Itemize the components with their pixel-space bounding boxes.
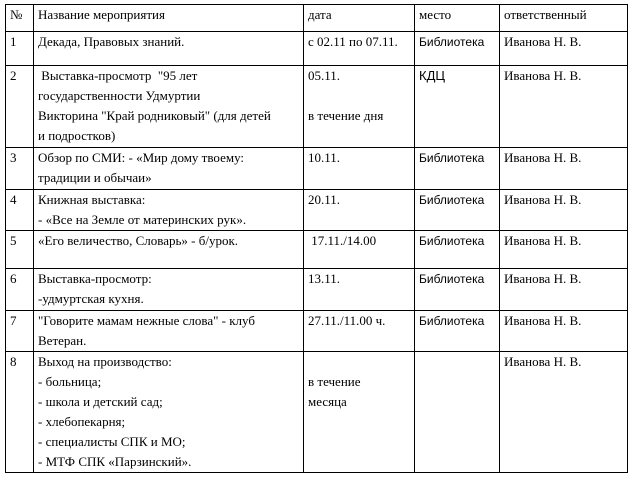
table-row bbox=[6, 66, 628, 148]
table-row bbox=[6, 269, 628, 311]
event-name-line: "Говорите мамам нежные слова" - клуб bbox=[38, 313, 255, 328]
event-name-line: Ветеран. bbox=[38, 333, 87, 348]
row-num: 8 bbox=[6, 352, 34, 473]
event-date bbox=[304, 32, 415, 66]
event-name bbox=[34, 231, 304, 269]
event-name bbox=[34, 32, 304, 66]
row-num: 4 bbox=[6, 190, 34, 231]
event-name bbox=[34, 190, 304, 231]
event-name-line: Выставка-просмотр "95 лет bbox=[38, 68, 198, 83]
event-place bbox=[415, 352, 500, 473]
event-name-line: - хлебопекарня; bbox=[38, 414, 126, 429]
event-date-line: 05.11. bbox=[308, 68, 341, 83]
event-place: Библиотека bbox=[415, 269, 500, 311]
header-name: Название мероприятия bbox=[34, 5, 304, 32]
event-name bbox=[34, 148, 304, 190]
event-responsible: Иванова Н. В. bbox=[500, 269, 628, 311]
event-place: Библиотека bbox=[415, 311, 500, 352]
event-responsible: Иванова Н. В. bbox=[500, 311, 628, 352]
events-plan-table bbox=[5, 4, 628, 473]
event-name-line: Декада, Правовых знаний. bbox=[38, 34, 185, 49]
event-name-line: Книжная выставка: bbox=[38, 192, 146, 207]
event-responsible: Иванова Н. В. bbox=[500, 66, 628, 148]
event-place: Библиотека bbox=[415, 231, 500, 269]
event-date bbox=[304, 231, 415, 269]
event-name bbox=[34, 352, 304, 473]
event-date-line: с 02.11 по 07.11. bbox=[308, 34, 398, 49]
event-name-line: Викторина "Край родниковый" (для детей bbox=[38, 108, 271, 123]
row-num: 1 bbox=[6, 32, 34, 66]
event-date bbox=[304, 66, 415, 148]
event-date-line: 13.11. bbox=[308, 271, 341, 286]
event-responsible: Иванова Н. В. bbox=[500, 148, 628, 190]
header-num: № bbox=[6, 5, 34, 32]
event-date-spacer bbox=[308, 86, 412, 106]
event-date bbox=[304, 352, 415, 473]
event-name-line: традиции и обычаи» bbox=[38, 170, 152, 185]
event-name-line: - МТФ СПК «Парзинский». bbox=[38, 454, 192, 469]
header-date: дата bbox=[304, 5, 415, 32]
table-row bbox=[6, 148, 628, 190]
event-date bbox=[304, 269, 415, 311]
table-row bbox=[6, 190, 628, 231]
table-row bbox=[6, 311, 628, 352]
event-date bbox=[304, 311, 415, 352]
event-name-line: Выставка-просмотр: bbox=[38, 271, 152, 286]
event-name bbox=[34, 311, 304, 352]
event-place: Библиотека bbox=[415, 32, 500, 66]
table-row bbox=[6, 32, 628, 66]
event-name bbox=[34, 269, 304, 311]
event-name bbox=[34, 66, 304, 148]
event-name-line: «Его величество, Словарь» - б/урок. bbox=[38, 233, 239, 248]
event-date-line: в течение дня bbox=[308, 108, 384, 123]
event-responsible: Иванова Н. В. bbox=[500, 352, 628, 473]
event-place: Библиотека bbox=[415, 190, 500, 231]
table-row bbox=[6, 352, 628, 473]
event-name-line: и подростков) bbox=[38, 128, 116, 143]
event-place: КДЦ bbox=[415, 66, 500, 148]
event-date-line: 27.11./11.00 ч. bbox=[308, 313, 386, 328]
event-date bbox=[304, 148, 415, 190]
event-name-line: Выход на производство: bbox=[38, 354, 172, 369]
row-num: 6 bbox=[6, 269, 34, 311]
event-name-line: Обзор по СМИ: - «Мир дому твоему: bbox=[38, 150, 245, 165]
event-date-line: 17.11./14.00 bbox=[308, 233, 377, 248]
event-responsible: Иванова Н. В. bbox=[500, 190, 628, 231]
row-num: 2 bbox=[6, 66, 34, 148]
event-name-line: - «Все на Земле от материнских рук». bbox=[38, 212, 247, 227]
event-name-line: -удмуртская кухня. bbox=[38, 291, 144, 306]
event-date-spacer bbox=[308, 352, 412, 372]
header-place: место bbox=[415, 5, 500, 32]
event-place: Библиотека bbox=[415, 148, 500, 190]
event-name-line: - специалисты СПК и МО; bbox=[38, 434, 186, 449]
event-date-line: 20.11. bbox=[308, 192, 341, 207]
event-responsible: Иванова Н. В. bbox=[500, 231, 628, 269]
event-responsible: Иванова Н. В. bbox=[500, 32, 628, 66]
event-date-line: 10.11. bbox=[308, 150, 341, 165]
row-num: 3 bbox=[6, 148, 34, 190]
event-name-line: государственности Удмуртии bbox=[38, 88, 201, 103]
header-responsible: ответственный bbox=[500, 5, 628, 32]
table-row bbox=[6, 231, 628, 269]
event-name-line: - больница; bbox=[38, 374, 102, 389]
event-date-line: в течение bbox=[308, 374, 361, 389]
row-num: 7 bbox=[6, 311, 34, 352]
table-header-row bbox=[6, 5, 628, 32]
event-date-line: месяца bbox=[308, 394, 347, 409]
row-num: 5 bbox=[6, 231, 34, 269]
event-date bbox=[304, 190, 415, 231]
event-name-line: - школа и детский сад; bbox=[38, 394, 163, 409]
